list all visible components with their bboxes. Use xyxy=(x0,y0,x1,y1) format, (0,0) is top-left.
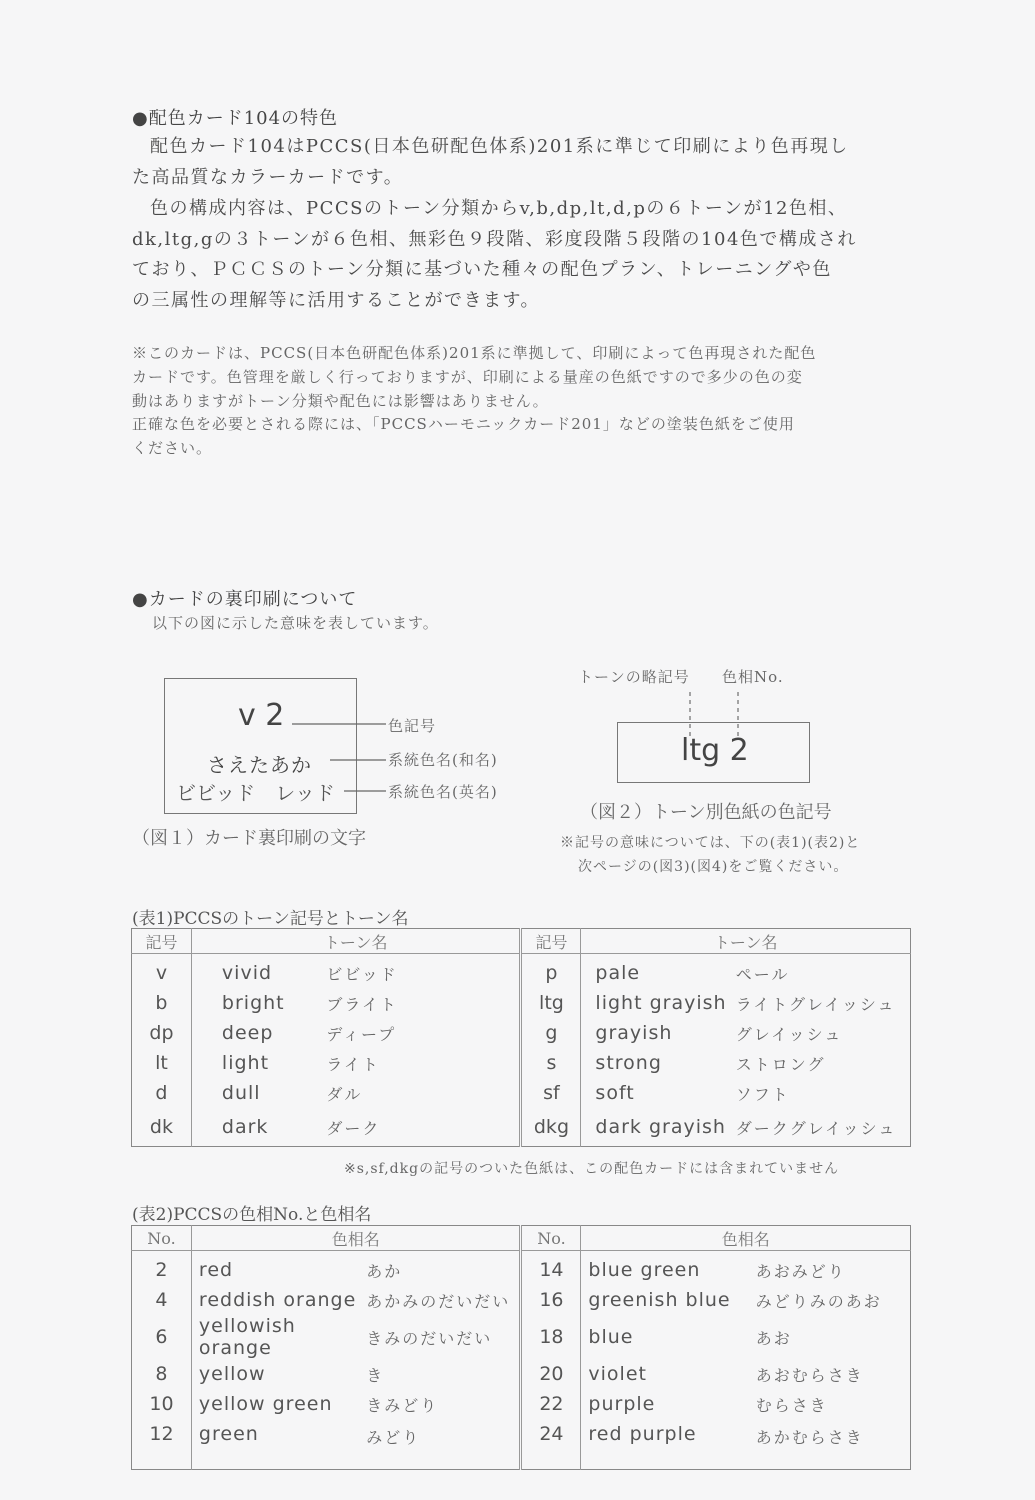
tone-en: strong xyxy=(581,1048,736,1078)
tone-symbol: p xyxy=(521,954,581,989)
table-header: トーン名 xyxy=(581,929,911,954)
tone-symbol: d xyxy=(155,1082,168,1104)
tone-jp: ダークグレイッシュ xyxy=(735,1118,897,1138)
hue-number: 14 xyxy=(521,1251,581,1286)
paragraph-line: 色の構成内容は、PCCSのトーン分類からv,b,dp,lt,d,pの６トーンが12色相、 xyxy=(150,198,848,219)
tone-table xyxy=(131,928,911,1147)
fig1-label-symbol: 色記号 xyxy=(388,717,437,735)
note-line: 正確な色を必要とされる際には、「PCCSハーモニックカード201」などの塗装色紙をご使用 xyxy=(132,415,795,433)
tone-en: light grayish xyxy=(581,988,736,1018)
note-line: ※このカードは、PCCS(日本色研配色体系)201系に準拠して、印刷によって色再現された配色 xyxy=(132,344,817,362)
tone-symbol: b xyxy=(155,992,168,1014)
hue-en: yellow xyxy=(191,1359,366,1389)
tone-jp: ペール xyxy=(735,964,790,984)
table-row xyxy=(132,1108,911,1147)
hue-en: red purple xyxy=(581,1419,756,1470)
tone-symbol: dp xyxy=(149,1022,174,1044)
fig1-jp-name: さえたあか xyxy=(207,753,312,777)
fig1-leader-lines xyxy=(280,715,390,795)
hue-en: blue green xyxy=(581,1251,756,1286)
hue-jp: みどりみのあお xyxy=(755,1291,882,1311)
fig1-label-en: 系統色名(英名) xyxy=(388,783,498,801)
hue-jp: きみどり xyxy=(366,1395,439,1415)
hue-number: 10 xyxy=(149,1393,174,1415)
table-row xyxy=(132,1315,911,1359)
note-line: ください。 xyxy=(132,439,213,457)
tone-jp: ディープ xyxy=(326,1024,397,1044)
hue-number: 16 xyxy=(521,1285,581,1315)
tone-jp: グレイッシュ xyxy=(735,1024,843,1044)
table-row xyxy=(132,1251,911,1286)
section2-heading: ●カードの裏印刷について xyxy=(132,589,358,610)
fig2-caption: （図２）トーン別色紙の色記号 xyxy=(580,802,832,823)
table-header: 色相名 xyxy=(191,1226,521,1251)
fig2-note: ※記号の意味については、下の(表1)(表2)と xyxy=(560,835,861,851)
table-row xyxy=(132,1285,911,1315)
tone-jp: ソフト xyxy=(735,1084,790,1104)
hue-jp: あお xyxy=(755,1328,792,1348)
table-header: No. xyxy=(521,1226,581,1251)
table1-footnote: ※s,sf,dkgの記号のついた色紙は、この配色カードには含まれていません xyxy=(344,1161,840,1177)
tone-en: dark grayish xyxy=(581,1108,736,1147)
hue-en: red xyxy=(191,1251,366,1286)
hue-en: yellow green xyxy=(191,1389,366,1419)
hue-en: green xyxy=(191,1419,366,1470)
paragraph-line: ており、ＰＣＣＳのトーン分類に基づいた種々の配色プラン、トレーニングや色 xyxy=(132,259,832,280)
hue-jp: あおむらさき xyxy=(755,1365,864,1385)
hue-number: 22 xyxy=(521,1389,581,1419)
hue-jp: みどり xyxy=(366,1428,421,1447)
paragraph-line: た高品質なカラーカードです。 xyxy=(132,167,404,188)
table-row xyxy=(132,988,911,1018)
tone-jp: ライトグレイッシュ xyxy=(735,994,896,1014)
tone-jp: ストロング xyxy=(735,1054,826,1074)
tone-en: grayish xyxy=(581,1018,736,1048)
tone-symbol: v xyxy=(155,962,168,984)
paragraph-line: の三属性の理解等に活用することができます。 xyxy=(132,290,541,311)
hue-number: 2 xyxy=(155,1259,168,1281)
section1-heading: ●配色カード104の特色 xyxy=(132,108,339,129)
fig2-label-tone: トーンの略記号 xyxy=(578,668,690,686)
tone-symbol: s xyxy=(521,1048,581,1078)
fig1-caption: （図１）カード裏印刷の文字 xyxy=(132,828,366,849)
table-row xyxy=(132,1359,911,1389)
tone-jp: ダーク xyxy=(326,1118,381,1138)
table-row xyxy=(132,1078,911,1108)
table-row xyxy=(132,1389,911,1419)
tone-jp: ブライト xyxy=(326,994,398,1014)
hue-number: 18 xyxy=(521,1315,581,1359)
tone-symbol: g xyxy=(521,1018,581,1048)
table-row xyxy=(132,1419,911,1470)
hue-jp: あかみのだいだい xyxy=(366,1291,511,1311)
paragraph-line: dk,ltg,gの３トーンが６色相、無彩色９段階、彩度段階５段階の104色で構成され xyxy=(132,229,857,250)
fig2-note: 次ページの(図3)(図4)をご覧ください。 xyxy=(578,859,849,875)
hue-jp: きみのだいだい xyxy=(366,1328,493,1348)
tone-jp: ダル xyxy=(326,1084,363,1104)
tone-jp: ビビッド xyxy=(326,964,398,984)
tone-en: bright xyxy=(191,988,326,1018)
hue-number: 4 xyxy=(155,1289,168,1311)
table-header: 記号 xyxy=(521,929,581,954)
tone-symbol: sf xyxy=(521,1078,581,1108)
section2-subtitle: 以下の図に示した意味を表しています。 xyxy=(152,614,439,632)
table-header: 記号 xyxy=(132,929,192,954)
fig2-symbol: ltg 2 xyxy=(681,733,749,768)
fig2-label-hue: 色相No. xyxy=(722,668,784,686)
hue-number: 8 xyxy=(155,1363,168,1385)
tone-symbol: lt xyxy=(155,1052,168,1074)
fig1-symbol: v 2 xyxy=(238,698,285,733)
table2-title: (表2)PCCSの色相No.と色相名 xyxy=(132,1205,372,1225)
tone-en: pale xyxy=(581,954,736,989)
hue-number: 24 xyxy=(521,1419,581,1470)
note-line: 動はありますがトーン分類や配色には影響はありません。 xyxy=(132,392,549,410)
table-header: No. xyxy=(132,1226,192,1251)
hue-jp: き xyxy=(366,1365,385,1385)
tone-jp: ライト xyxy=(326,1054,380,1074)
tone-en: dark xyxy=(191,1108,326,1147)
paragraph-line: 配色カード104はPCCS(日本色研配色体系)201系に準じて印刷により色再現し xyxy=(150,136,849,157)
hue-jp: あか xyxy=(366,1261,403,1281)
hue-jp: あおみどり xyxy=(755,1261,846,1281)
table-row xyxy=(132,1048,911,1078)
note-line: カードです。色管理を厳しく行っておりますが、印刷による量産の色紙ですので多少の色の変 xyxy=(132,368,803,386)
tone-symbol: dk xyxy=(149,1116,173,1138)
table1-title: (表1)PCCSのトーン記号とトーン名 xyxy=(132,909,409,929)
hue-table xyxy=(131,1225,911,1470)
fig1-label-jp: 系統色名(和名) xyxy=(388,751,498,769)
table-header: トーン名 xyxy=(191,929,521,954)
hue-en: violet xyxy=(581,1359,756,1389)
hue-number: 20 xyxy=(521,1359,581,1389)
tone-en: dull xyxy=(191,1078,326,1108)
hue-jp: むらさき xyxy=(755,1395,828,1415)
tone-symbol: ltg xyxy=(521,988,581,1018)
fig1-en-name: ビビッド レッド xyxy=(176,781,335,805)
hue-number: 12 xyxy=(149,1423,174,1445)
tone-symbol: dkg xyxy=(521,1108,581,1147)
tone-en: deep xyxy=(191,1018,326,1048)
hue-en: reddish orange xyxy=(191,1285,366,1315)
hue-en: blue xyxy=(581,1315,756,1359)
hue-en: greenish blue xyxy=(581,1285,756,1315)
hue-number: 6 xyxy=(155,1326,168,1348)
tone-en: soft xyxy=(581,1078,736,1108)
hue-en: yellowish orange xyxy=(191,1315,366,1359)
table-row xyxy=(132,954,911,989)
table-header: 色相名 xyxy=(581,1226,911,1251)
table-row xyxy=(132,1018,911,1048)
hue-jp: あかむらさき xyxy=(755,1428,864,1447)
hue-en: purple xyxy=(581,1389,756,1419)
tone-en: vivid xyxy=(191,954,326,989)
tone-en: light xyxy=(191,1048,326,1078)
